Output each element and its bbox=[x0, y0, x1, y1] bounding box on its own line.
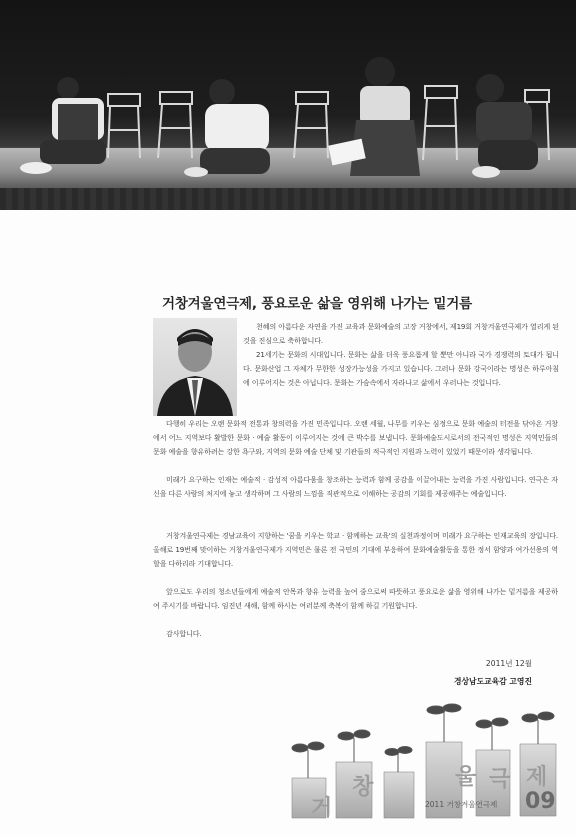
performer bbox=[20, 77, 106, 174]
chair bbox=[108, 94, 140, 158]
paragraph: 천혜의 아름다운 자연을 가진 교육과 문화예술의 고장 거창에서, 제19회 거창겨울연극제가 열리게 된 것을 진심으로 축하합니다. bbox=[243, 322, 559, 345]
decor-char: 극 bbox=[489, 766, 511, 792]
paragraph: 감사합니다. bbox=[166, 629, 202, 638]
decor-char: 창 bbox=[352, 774, 374, 800]
chair bbox=[423, 86, 457, 160]
publication-label: 2011 거창겨울연극제 bbox=[425, 800, 498, 809]
decor-char: 울 bbox=[455, 764, 477, 790]
paragraph: 다행히 우리는 오랜 문화적 전통과 창의력을 가진 민족입니다. 오랜 세월, 나무를 키우는 심정으로 문화 예술의 터전을 닦아온 거창에서 어느 지역보다 활발한 문화 · 예술 활동이 이루어지는 것에 큰 박수를 보냅니다. 문화예술도시로서의 전국적인 명성은 지역민들의 문화 예술을 향유하려는 강한 욕구와, 지역의 문화 예술 단체 및 기관들의 적극적인 지원과 노력이 있었기 때문이라 생각됩니다. bbox=[153, 419, 558, 456]
paragraph: 미래가 요구하는 인재는 예술적 · 감성적 아름다움을 창조하는 능력과 함께 공감을 이끌어내는 능력을 가진 사람입니다. 연극은 자신을 다른 사람의 처지에 놓고 생각하며 그 사람의 느낌을 직관적으로 이해하는 공감의 기회를 제공해주는 예술입니다. bbox=[153, 475, 558, 498]
chair bbox=[158, 92, 192, 158]
performer bbox=[184, 79, 270, 177]
performers-illustration bbox=[0, 0, 576, 210]
article-date: 2011년 12월 bbox=[485, 659, 532, 668]
paragraph: 거창겨울연극제는 경남교육이 지향하는 '꿈을 키우는 학교 · 함께하는 교육'의 실천과정이며 미래가 요구하는 인재교육의 장입니다. 올해로 19번째 맞이하는 거창겨울연극제가 지역민은 물론 전 국민의 기대에 부응하여 문화예술활동을 통한 정서 함양과 여가선용의 역할을 다하리라 기대합니다. bbox=[153, 531, 558, 568]
decor-char: 제 bbox=[526, 764, 548, 790]
decor-char: 거 bbox=[311, 795, 333, 821]
stage-photo bbox=[0, 0, 576, 210]
article-title: 거창겨울연극제, 풍요로운 삶을 영위해 나가는 밑거름 bbox=[162, 296, 472, 312]
chair bbox=[294, 92, 328, 158]
article-signer: 경상남도교육감 고영진 bbox=[453, 677, 532, 686]
paragraph: 앞으로도 우리의 청소년들에게 예술적 안목과 향유 능력을 높여 줌으로써 따뜻하고 풍요로운 삶을 영위해 나가는 밑거름을 제공하여 주시기를 바랍니다. 임진년 새해, 함께 하시는 여러분께 축복이 함께 하길 기원합니다. bbox=[153, 587, 558, 610]
author-portrait bbox=[153, 318, 237, 416]
paragraph: 21세기는 문화의 시대입니다. 문화는 삶을 더욱 풍요롭게 할 뿐만 아니라 국가 경쟁력의 토대가 됩니다. 문화산업 그 자체가 무한한 성장가능성을 가지고 있습니다. 그러나 문화 강국이라는 명성은 하루아침에 이루어지는 것은 아닙니다. 문화는 가슴속에서 자라나고 삶에서 우러나는 것입니다. bbox=[243, 350, 559, 387]
performer bbox=[328, 57, 420, 176]
page-number: 09 bbox=[525, 789, 556, 814]
